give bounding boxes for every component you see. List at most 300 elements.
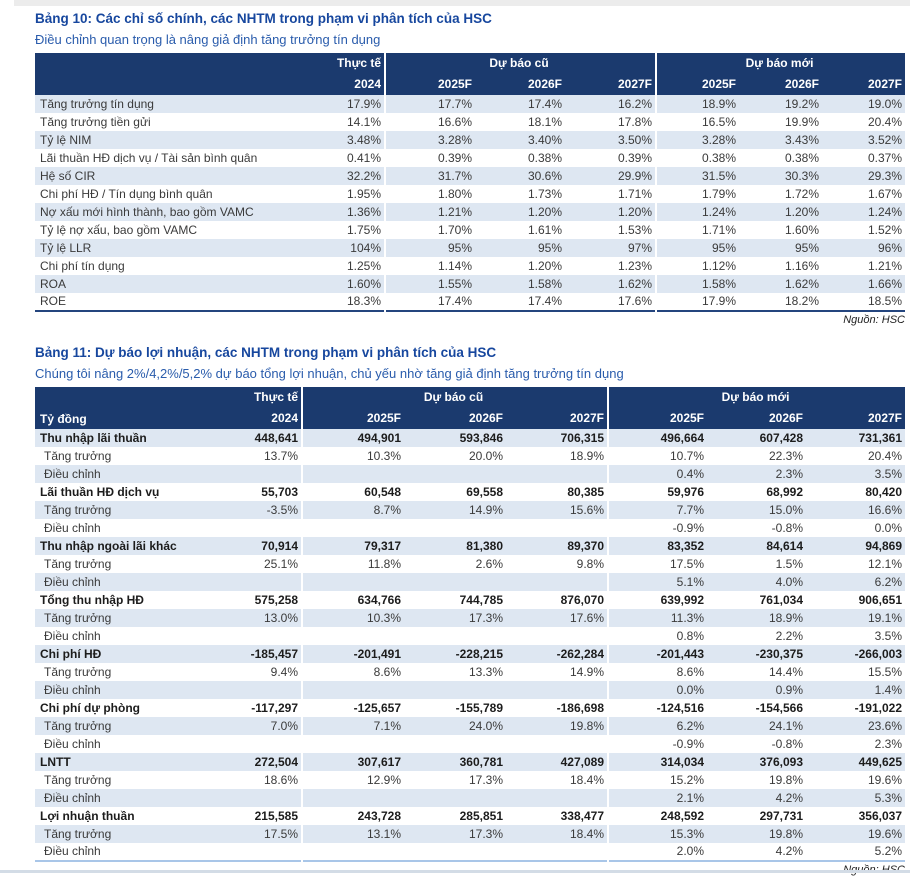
value-cell: 1.36% xyxy=(346,204,381,219)
table10-subtitle: Điều chỉnh quan trọng là nâng giả định tăng trưởng tín dụng xyxy=(35,32,381,47)
value-cell: 1.67% xyxy=(867,186,903,201)
value-cell: 17.3% xyxy=(468,610,503,625)
value-cell: 94,869 xyxy=(865,538,903,553)
value-cell: 0.0% xyxy=(874,520,903,535)
value-cell: 1.80% xyxy=(385,185,475,203)
value-cell: 761,034 xyxy=(759,592,804,607)
table-row xyxy=(35,843,905,861)
value-cell xyxy=(404,573,506,591)
value-cell: 6.2% xyxy=(874,574,903,589)
value-cell: 3.5% xyxy=(874,628,903,643)
value-cell: 494,901 xyxy=(302,429,404,447)
value-cell: 7.1% xyxy=(302,717,404,735)
value-cell: 1.62% xyxy=(617,276,653,291)
section-gap xyxy=(35,327,905,344)
value-cell: 24.1% xyxy=(768,718,804,733)
value-cell: 17.7% xyxy=(385,95,475,113)
row-label: Lãi thuần HĐ dịch vụ xyxy=(40,484,160,499)
value-cell: -230,375 xyxy=(755,646,804,661)
value-cell: 314,034 xyxy=(608,753,707,771)
value-cell: -0.8% xyxy=(771,736,804,751)
table-row xyxy=(35,149,905,167)
row-label: Tăng trưởng xyxy=(44,718,112,733)
row-label: Chi phí HĐ / Tín dụng bình quân xyxy=(40,186,213,201)
table11-header-actual: Thực tế xyxy=(185,387,302,408)
value-cell: 4.2% xyxy=(775,844,804,858)
table11-header-year: 2027F xyxy=(506,408,608,429)
value-cell: 3.43% xyxy=(784,132,820,147)
value-cell: 59,976 xyxy=(608,483,707,501)
value-cell xyxy=(506,681,608,699)
value-cell: 9.4% xyxy=(270,664,298,679)
value-cell: 19.8% xyxy=(768,826,804,841)
value-cell: 1.20% xyxy=(617,204,653,219)
row-label: Lợi nhuận thuần xyxy=(40,808,135,823)
value-cell: 338,477 xyxy=(560,808,605,823)
value-cell: -191,022 xyxy=(854,700,903,715)
value-cell: -117,297 xyxy=(251,700,298,715)
table-row xyxy=(35,627,905,645)
value-cell: 60,548 xyxy=(302,483,404,501)
value-cell: 1.24% xyxy=(867,204,903,219)
value-cell: 18.1% xyxy=(527,114,562,129)
value-cell: 731,361 xyxy=(858,430,903,445)
value-cell: 32.2% xyxy=(346,168,381,183)
value-cell: 17.6% xyxy=(569,610,605,625)
value-cell: 10.7% xyxy=(608,447,707,465)
value-cell: 25.1% xyxy=(263,556,298,571)
value-cell: 17.9% xyxy=(656,293,739,311)
value-cell: 5.3% xyxy=(874,790,903,805)
value-cell: 1.60% xyxy=(346,276,381,291)
table10-header-year: 2024 xyxy=(310,74,385,95)
value-cell: -185,457 xyxy=(250,646,298,661)
value-cell: 1.21% xyxy=(867,258,903,273)
row-label: Tỷ lệ NIM xyxy=(40,132,92,147)
value-cell xyxy=(404,627,506,645)
value-cell: 13.3% xyxy=(468,664,503,679)
value-cell: 2.1% xyxy=(608,789,707,807)
value-cell: -262,284 xyxy=(556,646,605,661)
value-cell: 19.6% xyxy=(867,772,903,787)
value-cell: 1.71% xyxy=(656,221,739,239)
value-cell: -228,215 xyxy=(455,646,503,661)
value-cell: 29.3% xyxy=(867,168,903,183)
table10-header-year: 2025F xyxy=(385,74,475,95)
table11-header-year: 2026F xyxy=(404,408,506,429)
value-cell: 3.40% xyxy=(527,132,562,147)
table-row xyxy=(35,555,905,573)
value-cell: 80,420 xyxy=(865,484,903,499)
value-cell xyxy=(185,735,302,753)
value-cell: 29.9% xyxy=(617,168,653,183)
value-cell xyxy=(506,519,608,537)
value-cell: 376,093 xyxy=(759,754,804,769)
table11-header-year: 2026F xyxy=(707,408,806,429)
value-cell: 15.3% xyxy=(608,825,707,843)
value-cell: 31.7% xyxy=(385,167,475,185)
value-cell: -154,566 xyxy=(755,700,804,715)
table11 xyxy=(35,387,905,862)
value-cell: 18.4% xyxy=(569,826,605,841)
value-cell: 3.5% xyxy=(874,466,903,481)
table11-header-old-forecast: Dự báo cũ xyxy=(302,387,608,408)
value-cell: 68,992 xyxy=(766,484,804,499)
table-row xyxy=(35,447,905,465)
value-cell: 1.14% xyxy=(385,257,475,275)
table-row xyxy=(35,771,905,789)
value-cell xyxy=(506,789,608,807)
table-row xyxy=(35,699,905,717)
value-cell: 12.9% xyxy=(302,771,404,789)
value-cell: 1.55% xyxy=(385,275,475,293)
value-cell xyxy=(506,573,608,591)
value-cell: 84,614 xyxy=(766,538,804,553)
value-cell: 5.2% xyxy=(874,844,903,858)
value-cell: 18.9% xyxy=(768,610,804,625)
value-cell: 20.4% xyxy=(867,114,903,129)
value-cell: 23.6% xyxy=(867,718,903,733)
table11-header-year: 2025F xyxy=(608,408,707,429)
table-row xyxy=(35,275,905,293)
value-cell: 104% xyxy=(350,240,381,255)
row-label: Thu nhập ngoài lãi khác xyxy=(40,538,177,553)
table10-header xyxy=(35,53,905,95)
value-cell: -266,003 xyxy=(854,646,903,661)
value-cell: 97% xyxy=(627,240,653,255)
value-cell xyxy=(302,627,404,645)
value-cell xyxy=(185,627,302,645)
value-cell: 16.2% xyxy=(617,96,653,111)
value-cell: 593,846 xyxy=(459,430,503,445)
value-cell: 1.73% xyxy=(527,186,562,201)
value-cell: 2.2% xyxy=(775,628,804,643)
value-cell: 20.0% xyxy=(468,448,503,463)
value-cell: 0.38% xyxy=(784,150,820,165)
value-cell: 10.3% xyxy=(302,609,404,627)
value-cell: 18.4% xyxy=(569,772,605,787)
value-cell: -0.8% xyxy=(771,520,804,535)
value-cell: 448,641 xyxy=(254,430,298,445)
value-cell xyxy=(302,735,404,753)
table10-header-new-forecast: Dự báo mới xyxy=(656,53,905,74)
row-label: Tăng trưởng xyxy=(44,448,112,463)
row-label: Tổng thu nhập HĐ xyxy=(40,592,144,607)
row-label: Tăng trưởng xyxy=(44,826,112,841)
value-cell: 248,592 xyxy=(608,807,707,825)
table-row xyxy=(35,717,905,735)
table-row xyxy=(35,131,905,149)
table11-header-year: 2025F xyxy=(302,408,404,429)
value-cell: 906,651 xyxy=(858,592,903,607)
value-cell: 1.23% xyxy=(617,258,653,273)
value-cell: 1.75% xyxy=(346,222,381,237)
value-cell: 13.1% xyxy=(302,825,404,843)
value-cell: 6.2% xyxy=(608,717,707,735)
value-cell: 0.39% xyxy=(617,150,653,165)
window-edge-strip-top xyxy=(14,0,910,6)
value-cell: 427,089 xyxy=(560,754,605,769)
table-row xyxy=(35,501,905,519)
row-label: ROA xyxy=(40,276,67,291)
value-cell: 18.6% xyxy=(263,772,298,787)
table-row xyxy=(35,293,905,311)
value-cell: 16.6% xyxy=(867,502,903,517)
value-cell: 24.0% xyxy=(468,718,503,733)
value-cell xyxy=(302,465,404,483)
value-cell: 2.3% xyxy=(874,736,903,751)
value-cell: 1.70% xyxy=(385,221,475,239)
value-cell: 13.7% xyxy=(263,448,298,463)
value-cell: 18.9% xyxy=(569,448,605,463)
value-cell: 0.4% xyxy=(608,465,707,483)
row-label: Chi phí HĐ xyxy=(40,646,102,661)
value-cell: 19.6% xyxy=(867,826,903,841)
value-cell: 10.3% xyxy=(302,447,404,465)
value-cell: 17.6% xyxy=(617,294,653,308)
value-cell: 1.4% xyxy=(874,682,903,697)
value-cell: 0.9% xyxy=(775,682,804,697)
value-cell: 639,992 xyxy=(608,591,707,609)
value-cell: 12.1% xyxy=(867,556,903,571)
value-cell: 1.66% xyxy=(867,276,903,291)
value-cell: 1.20% xyxy=(527,204,562,219)
table10-body xyxy=(35,95,905,311)
row-label: ROE xyxy=(40,294,67,308)
value-cell xyxy=(185,843,302,861)
table-row xyxy=(35,537,905,555)
table10-header-year: 2026F xyxy=(739,74,822,95)
value-cell: 3.48% xyxy=(346,132,381,147)
table11-header-year: 2024 xyxy=(185,408,302,429)
value-cell xyxy=(506,735,608,753)
table-row xyxy=(35,663,905,681)
value-cell: 876,070 xyxy=(560,592,605,607)
value-cell: 1.20% xyxy=(784,204,820,219)
value-cell xyxy=(404,519,506,537)
value-cell: -186,698 xyxy=(556,700,605,715)
row-label: Điều chỉnh xyxy=(44,682,101,697)
value-cell: 4.0% xyxy=(775,574,804,589)
value-cell xyxy=(506,465,608,483)
value-cell: 0.38% xyxy=(527,150,562,165)
value-cell: 1.61% xyxy=(527,222,562,237)
table-row xyxy=(35,825,905,843)
value-cell: 0.0% xyxy=(608,681,707,699)
value-cell: 285,851 xyxy=(459,808,503,823)
value-cell: 1.95% xyxy=(346,186,381,201)
value-cell: 1.12% xyxy=(656,257,739,275)
value-cell: 1.20% xyxy=(527,258,562,273)
value-cell xyxy=(185,573,302,591)
value-cell xyxy=(404,843,506,861)
value-cell: 14.9% xyxy=(468,502,503,517)
table-row xyxy=(35,257,905,275)
value-cell: 360,781 xyxy=(459,754,503,769)
value-cell: 0.41% xyxy=(346,150,381,165)
row-label: Tăng trưởng xyxy=(44,772,112,787)
table-row xyxy=(35,753,905,771)
value-cell: 272,504 xyxy=(254,754,298,769)
value-cell: 1.71% xyxy=(617,186,653,201)
value-cell: 19.8% xyxy=(569,718,605,733)
value-cell: 0.8% xyxy=(608,627,707,645)
value-cell: 0.38% xyxy=(656,149,739,167)
value-cell: 7.7% xyxy=(608,501,707,519)
value-cell: 16.6% xyxy=(385,113,475,131)
value-cell: 1.21% xyxy=(385,203,475,221)
table10-header-year: 2027F xyxy=(822,74,905,95)
row-label: Điều chỉnh xyxy=(44,466,101,481)
value-cell xyxy=(404,735,506,753)
value-cell: 243,728 xyxy=(302,807,404,825)
value-cell xyxy=(302,789,404,807)
value-cell: 4.2% xyxy=(775,790,804,805)
table-row xyxy=(35,465,905,483)
table-row xyxy=(35,519,905,537)
value-cell: 95% xyxy=(537,240,562,255)
value-cell: -125,657 xyxy=(302,699,404,717)
table-row xyxy=(35,113,905,131)
value-cell: 1.72% xyxy=(784,186,820,201)
value-cell: 634,766 xyxy=(302,591,404,609)
table-row xyxy=(35,429,905,447)
table-row xyxy=(35,807,905,825)
value-cell: 55,703 xyxy=(261,484,298,499)
value-cell: 7.0% xyxy=(270,718,298,733)
value-cell: 30.6% xyxy=(527,168,562,183)
value-cell: 356,037 xyxy=(858,808,903,823)
table-row xyxy=(35,609,905,627)
value-cell: 17.9% xyxy=(346,96,381,111)
value-cell: 0.39% xyxy=(385,149,475,167)
value-cell: 1.60% xyxy=(784,222,820,237)
table-row xyxy=(35,483,905,501)
value-cell: 2.0% xyxy=(608,843,707,861)
value-cell: 70,914 xyxy=(261,538,298,553)
row-label: Nợ xấu mới hình thành, bao gồm VAMC xyxy=(40,204,254,219)
value-cell: 14.1% xyxy=(346,114,381,129)
value-cell: 307,617 xyxy=(302,753,404,771)
value-cell: 1.25% xyxy=(346,258,381,273)
table11-header-year: 2027F xyxy=(806,408,905,429)
value-cell: 17.5% xyxy=(263,826,298,841)
value-cell: 79,317 xyxy=(302,537,404,555)
value-cell: 18.3% xyxy=(346,294,381,308)
value-cell: 18.9% xyxy=(656,95,739,113)
value-cell: 19.8% xyxy=(768,772,804,787)
value-cell xyxy=(404,789,506,807)
row-label: Tăng trưởng tiền gửi xyxy=(40,114,151,129)
table-row xyxy=(35,185,905,203)
table10-header-year: 2025F xyxy=(656,74,739,95)
row-label: Tăng trưởng xyxy=(44,664,112,679)
table10-header-year: 2027F xyxy=(565,74,656,95)
value-cell: 13.0% xyxy=(263,610,298,625)
value-cell xyxy=(302,573,404,591)
value-cell xyxy=(185,789,302,807)
row-label: Lãi thuần HĐ dịch vụ / Tài sản bình quân xyxy=(40,150,258,165)
value-cell: 1.16% xyxy=(784,258,820,273)
table10-title: Bảng 10: Các chỉ số chính, các NHTM trong phạm vi phân tích của HSC xyxy=(35,11,492,26)
value-cell: 1.58% xyxy=(527,276,562,291)
value-cell xyxy=(302,519,404,537)
value-cell: 3.28% xyxy=(656,131,739,149)
table11-title: Bảng 11: Dự báo lợi nhuận, các NHTM trong phạm vi phân tích của HSC xyxy=(35,345,497,360)
row-label: Điều chỉnh xyxy=(44,628,101,643)
value-cell: 3.50% xyxy=(617,132,653,147)
value-cell: 17.3% xyxy=(468,772,503,787)
table10-header-actual: Thực tế xyxy=(310,53,385,74)
value-cell: -3.5% xyxy=(266,502,298,517)
value-cell: 1.24% xyxy=(656,203,739,221)
value-cell xyxy=(404,465,506,483)
value-cell: 575,258 xyxy=(254,592,298,607)
value-cell: 496,664 xyxy=(608,429,707,447)
value-cell: 1.5% xyxy=(775,556,804,571)
value-cell: 83,352 xyxy=(608,537,707,555)
value-cell: 89,370 xyxy=(567,538,605,553)
value-cell: 15.6% xyxy=(569,502,605,517)
value-cell: -0.9% xyxy=(608,735,707,753)
table-row xyxy=(35,167,905,185)
row-label: Điều chỉnh xyxy=(44,520,101,535)
table-row xyxy=(35,203,905,221)
row-label: Tỷ lệ nợ xấu, bao gồm VAMC xyxy=(40,222,198,237)
table10-source: Nguồn: HSC xyxy=(843,314,905,326)
table-row xyxy=(35,735,905,753)
value-cell: 5.1% xyxy=(608,573,707,591)
value-cell: 8.6% xyxy=(302,663,404,681)
value-cell: -201,443 xyxy=(608,645,707,663)
value-cell: 3.28% xyxy=(385,131,475,149)
value-cell: 96% xyxy=(877,240,903,255)
value-cell: -201,491 xyxy=(302,645,404,663)
value-cell: 14.4% xyxy=(768,664,804,679)
value-cell: -155,789 xyxy=(455,700,503,715)
row-label: Tăng trưởng xyxy=(44,502,112,517)
value-cell: 15.2% xyxy=(608,771,707,789)
value-cell: 11.3% xyxy=(608,609,707,627)
row-label: Hệ số CIR xyxy=(40,168,96,183)
table-row xyxy=(35,573,905,591)
row-label: Điều chỉnh xyxy=(44,790,101,805)
value-cell: 81,380 xyxy=(466,538,503,553)
row-label: Tỷ lệ LLR xyxy=(40,240,92,255)
table-row xyxy=(35,591,905,609)
value-cell xyxy=(302,843,404,861)
value-cell: 449,625 xyxy=(858,754,903,769)
value-cell: 69,558 xyxy=(466,484,503,499)
value-cell: 18.2% xyxy=(784,294,820,308)
table-row xyxy=(35,95,905,113)
row-label: Điều chỉnh xyxy=(44,574,101,589)
row-label: Điều chỉnh xyxy=(44,736,101,751)
row-label: Tăng trưởng xyxy=(44,556,112,571)
value-cell: 17.8% xyxy=(617,114,653,129)
value-cell: 15.5% xyxy=(867,664,903,679)
table-row xyxy=(35,789,905,807)
value-cell: 17.4% xyxy=(527,294,562,308)
table10-header-row-label xyxy=(35,53,310,95)
value-cell xyxy=(185,519,302,537)
value-cell xyxy=(302,681,404,699)
value-cell: -124,516 xyxy=(608,699,707,717)
row-label: Chi phí dự phòng xyxy=(40,700,140,715)
value-cell: 0.37% xyxy=(867,150,903,165)
value-cell: 8.7% xyxy=(302,501,404,519)
value-cell: 16.5% xyxy=(656,113,739,131)
